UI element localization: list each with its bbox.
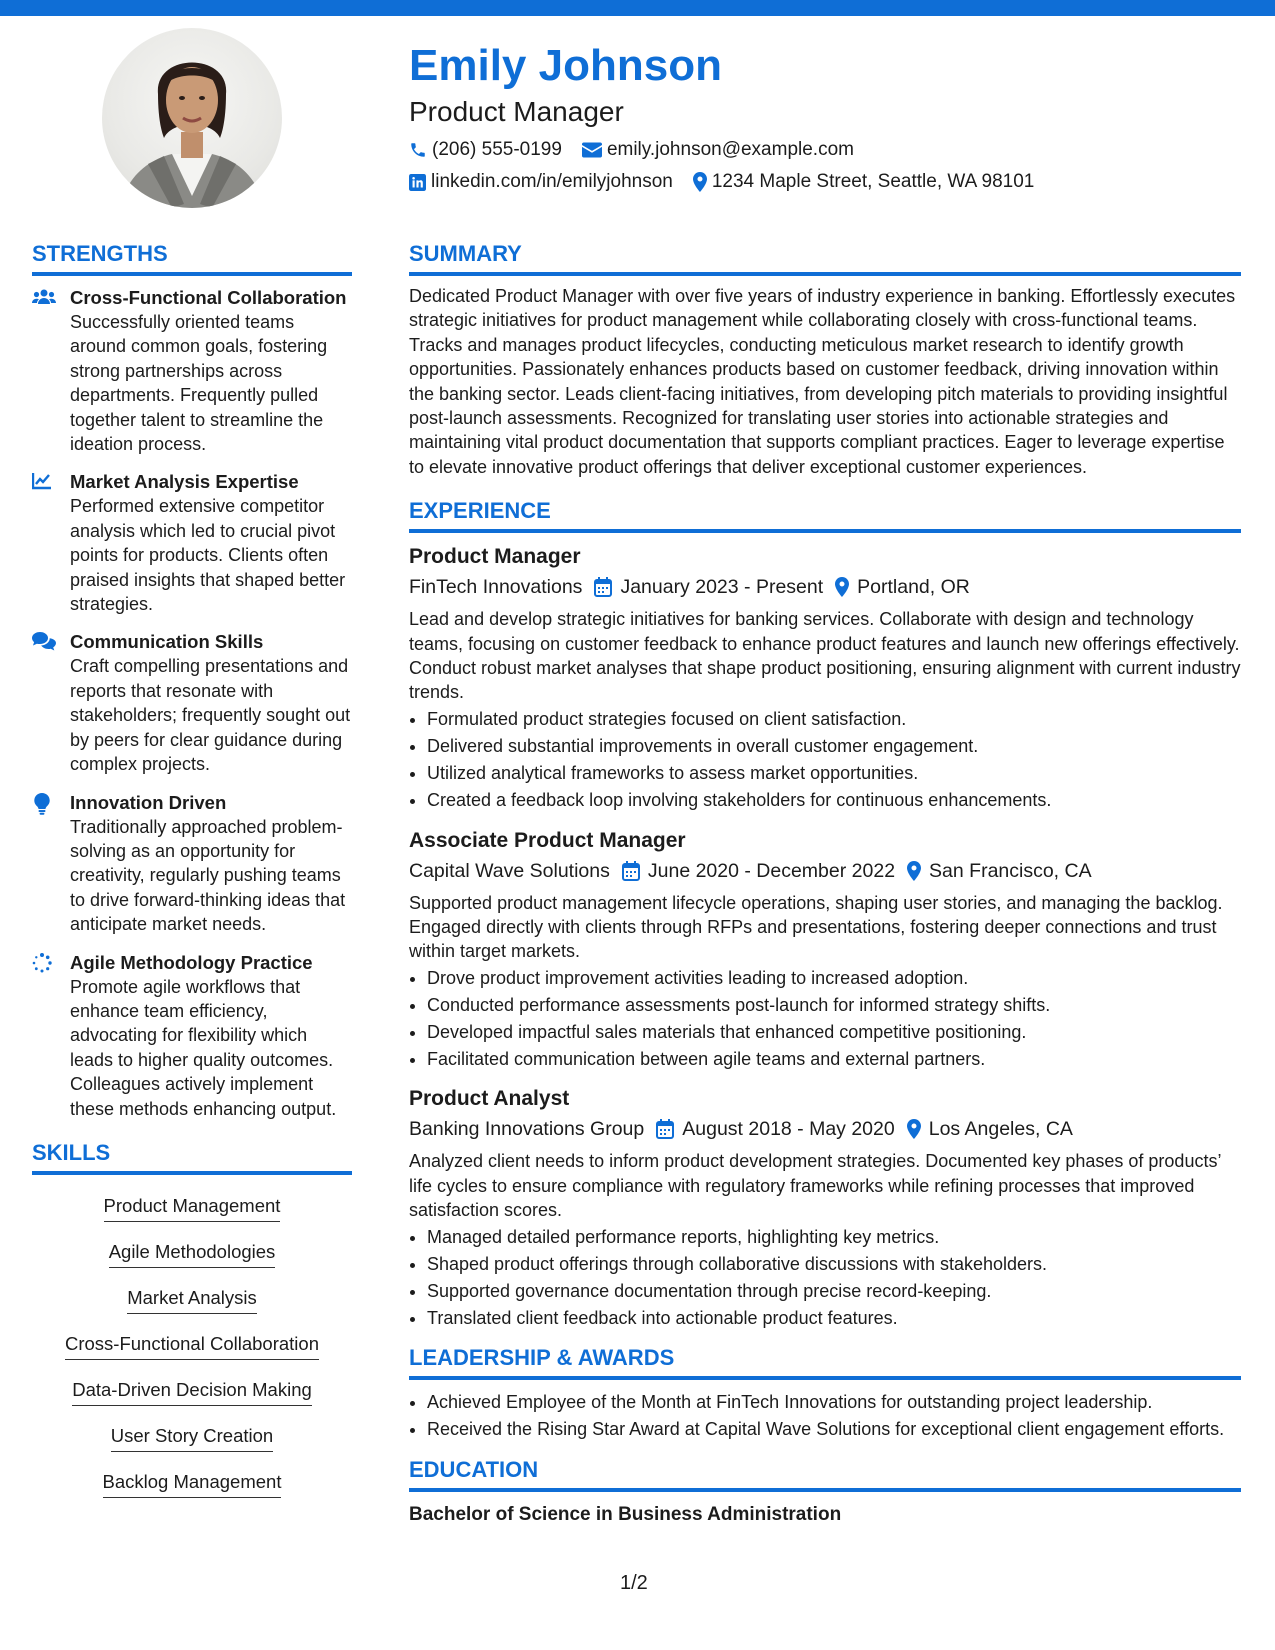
candidate-name: Emily Johnson [409,41,722,90]
education-degree: Bachelor of Science in Business Administration [409,1503,842,1525]
bullet-item: • Shaped product offerings through collaborative discussions with stakeholders. [427,1252,1241,1276]
job-company: Banking Innovations Group [409,1118,645,1141]
candidate-title: Product Manager [409,96,624,127]
job-entry [409,543,1241,812]
job-title: Associate Product Manager [409,828,686,852]
section-rule [409,1488,1241,1492]
chart-line-icon [32,472,52,490]
contact-phone[interactable] [409,138,562,162]
address-text: 1234 Maple Street, Seattle, WA 98101 [711,171,1035,192]
strength-item [32,470,352,616]
skill-tag: Data-Driven Decision Making [72,1378,312,1406]
contact-email[interactable] [582,138,854,162]
map-pin-icon [907,1119,921,1139]
bullet-item: • Conducted performance assessments post-launch for informed strategy shifts. [427,993,1241,1017]
job-company: FinTech Innovations [409,576,583,599]
skill-tag: Market Analysis [127,1286,257,1314]
job-entry [409,827,1241,1072]
job-location: San Francisco, CA [929,859,1092,882]
section-rule [409,529,1241,533]
email-text: emily.johnson@example.com [606,139,854,160]
strength-title: Cross-Functional Collaboration [70,287,347,308]
job-dates-wrap [656,1115,894,1143]
strength-title: Communication Skills [70,631,264,653]
bullet-item: • Formulated product strategies focused on client satisfaction. [427,707,1241,731]
job-dates-wrap [622,857,895,885]
top-accent-bar [0,0,1275,16]
contact-linkedin[interactable] [409,170,673,194]
skills-list [32,1185,352,1507]
bullet-item: • Created a feedback loop involving stakeholders for continuous enhancements. [427,788,1241,812]
job-dates: January 2023 - Present [620,576,824,599]
resume-header [409,40,1229,194]
strength-title: Market Analysis Expertise [70,471,299,493]
summary-text: Dedicated Product Manager with over five years of industry experience in banking. Effortlessly executes strategic initiatives for product management while collaborating closely with cross-functional teams. Tracks and manages product lifecycles, conducting meticulous market research to identify growth opportunities. Passionately enhances products based on customer feedback, driving innovation within the banking sector. Leads client-facing initiatives, from developing pitch materials to providing insightful post-launch assessments. Recognized for translating user stories into actionable strategies and maintaining vital product documentation that supports compliant practices. Eager to leverage expertise to elevate innovative product offerings that deliver exceptional customer experiences. [409,286,1236,477]
job-company: Capital Wave Solutions [409,859,610,882]
left-column [32,240,352,1507]
phone-icon [409,141,427,159]
portrait-illustration [102,28,282,208]
skill-tag: Backlog Management [103,1470,282,1498]
job-bullets [409,1225,1241,1330]
calendar-icon [656,1119,674,1139]
map-pin-icon [835,577,849,597]
job-description: Lead and develop strategic initiatives for banking services. Collaborate with design and technology teams, focusing on customer feedback to enhance product features and launch new offerings effectively. Conduct robust market analyses that shape product positioning, ensuring alignment with current industry trends. [409,609,1241,703]
bullet-item: • Developed impactful sales materials that enhanced competitive positioning. [427,1020,1241,1044]
email-icon [582,142,602,158]
users-icon [32,288,56,306]
job-description: Analyzed client needs to inform product development strategies. Documented key phases of products’ life cycles to ensure compliance with regulatory frameworks while refining processes that improved satisfaction scores. [409,1151,1221,1221]
award-item: • Received the Rising Star Award at Capital Wave Solutions for exceptional client engagement efforts. [427,1417,1241,1441]
strength-title: Agile Methodology Practice [70,951,313,973]
map-pin-icon [693,172,707,192]
job-title: Product Manager [409,545,581,569]
contact-line-1 [409,138,1229,162]
bullet-item: • Supported governance documentation through precise record-keeping. [427,1279,1241,1303]
strength-desc: Promote agile workflows that enhance team efficiency, advocating for flexibility which leads to higher quality outcomes. Colleagues actively implement these methods enhancing output. [70,976,337,1119]
experience-heading: EXPERIENCE [409,498,551,524]
job-location: Portland, OR [857,576,970,599]
strength-desc: Traditionally approached problem-solving as an opportunity for creativity, regularly pushing teams to drive forward-thinking ideas that anticipate market needs. [70,816,346,935]
bullet-item: • Delivered substantial improvements in overall customer engagement. [427,734,1241,758]
bullet-item: • Facilitated communication between agile teams and external partners. [427,1047,1241,1071]
section-rule [409,272,1241,276]
strengths-heading: STRENGTHS [32,241,168,266]
skill-tag: Agile Methodologies [109,1240,276,1268]
section-rule [32,272,352,276]
strength-desc: Performed extensive competitor analysis which led to crucial pivot points for products. Clients often praised insights that shaped better strategies. [70,496,346,615]
contact-address [693,170,1035,194]
award-item: • Achieved Employee of the Month at FinTech Innovations for outstanding project leadership. [427,1390,1241,1414]
linkedin-text: linkedin.com/in/emilyjohnson [431,171,673,192]
job-bullets [409,707,1241,812]
job-dates-wrap [594,573,823,601]
job-bullets [409,966,1241,1071]
strength-item [32,286,352,456]
leadership-list [409,1390,1241,1441]
job-meta [409,573,1241,601]
job-description: Supported product management lifecycle operations, shaping user stories, and managing the backlog. Engaged directly with clients through RFPs and presentations, fostering deeper connections and trust within target markets. [409,892,1223,962]
strength-title: Innovation Driven [70,791,227,813]
job-dates: June 2020 - December 2022 [647,859,896,882]
job-location-wrap [907,857,1092,885]
section-rule [32,1171,352,1175]
bullet-item: • Translated client feedback into actionable product features. [427,1306,1241,1330]
lightbulb-icon [32,793,52,815]
summary-heading: SUMMARY [409,241,522,266]
strength-desc: Successfully oriented teams around common goals, fostering strong partnerships across departments. Frequently pulled together talent to streamline the ideation process. [70,312,328,455]
leadership-heading: LEADERSHIP & AWARDS [409,1345,675,1371]
job-meta [409,1115,1241,1143]
skill-tag: Product Management [104,1194,281,1222]
map-pin-icon [907,861,921,881]
job-entry [409,1085,1241,1330]
skill-tag: Cross-Functional Collaboration [65,1332,319,1360]
phone-text: (206) 555-0199 [432,139,562,160]
profile-photo [102,28,282,208]
bullet-item: • Utilized analytical frameworks to assess market opportunities. [427,761,1241,785]
education-heading: EDUCATION [409,1456,539,1482]
linkedin-icon [409,174,426,191]
strength-item [32,791,352,937]
job-title: Product Analyst [409,1087,570,1111]
job-location: Los Angeles, CA [928,1118,1073,1141]
strength-item [32,951,352,1121]
chat-bubbles-icon [32,632,56,651]
bullet-item: • Drove product improvement activities leading to increased adoption. [427,966,1241,990]
right-column [409,240,1241,1528]
skill-tag: User Story Creation [111,1424,273,1452]
page-number: 1/2 [620,1572,648,1594]
job-location-wrap [907,1115,1073,1143]
calendar-icon [622,861,640,881]
spinner-icon [32,953,52,973]
job-meta [409,857,1241,885]
skills-heading: SKILLS [32,1139,111,1165]
section-rule [409,1376,1241,1380]
strength-item [32,630,352,776]
job-dates: August 2018 - May 2020 [682,1118,895,1141]
job-location-wrap [835,573,970,601]
calendar-icon [594,577,612,597]
contact-line-2 [409,170,1229,194]
bullet-item: • Managed detailed performance reports, highlighting key metrics. [427,1225,1241,1249]
strength-desc: Craft compelling presentations and reports that resonate with stakeholders; frequently sought out by peers for clear guidance during complex projects. [70,656,351,775]
